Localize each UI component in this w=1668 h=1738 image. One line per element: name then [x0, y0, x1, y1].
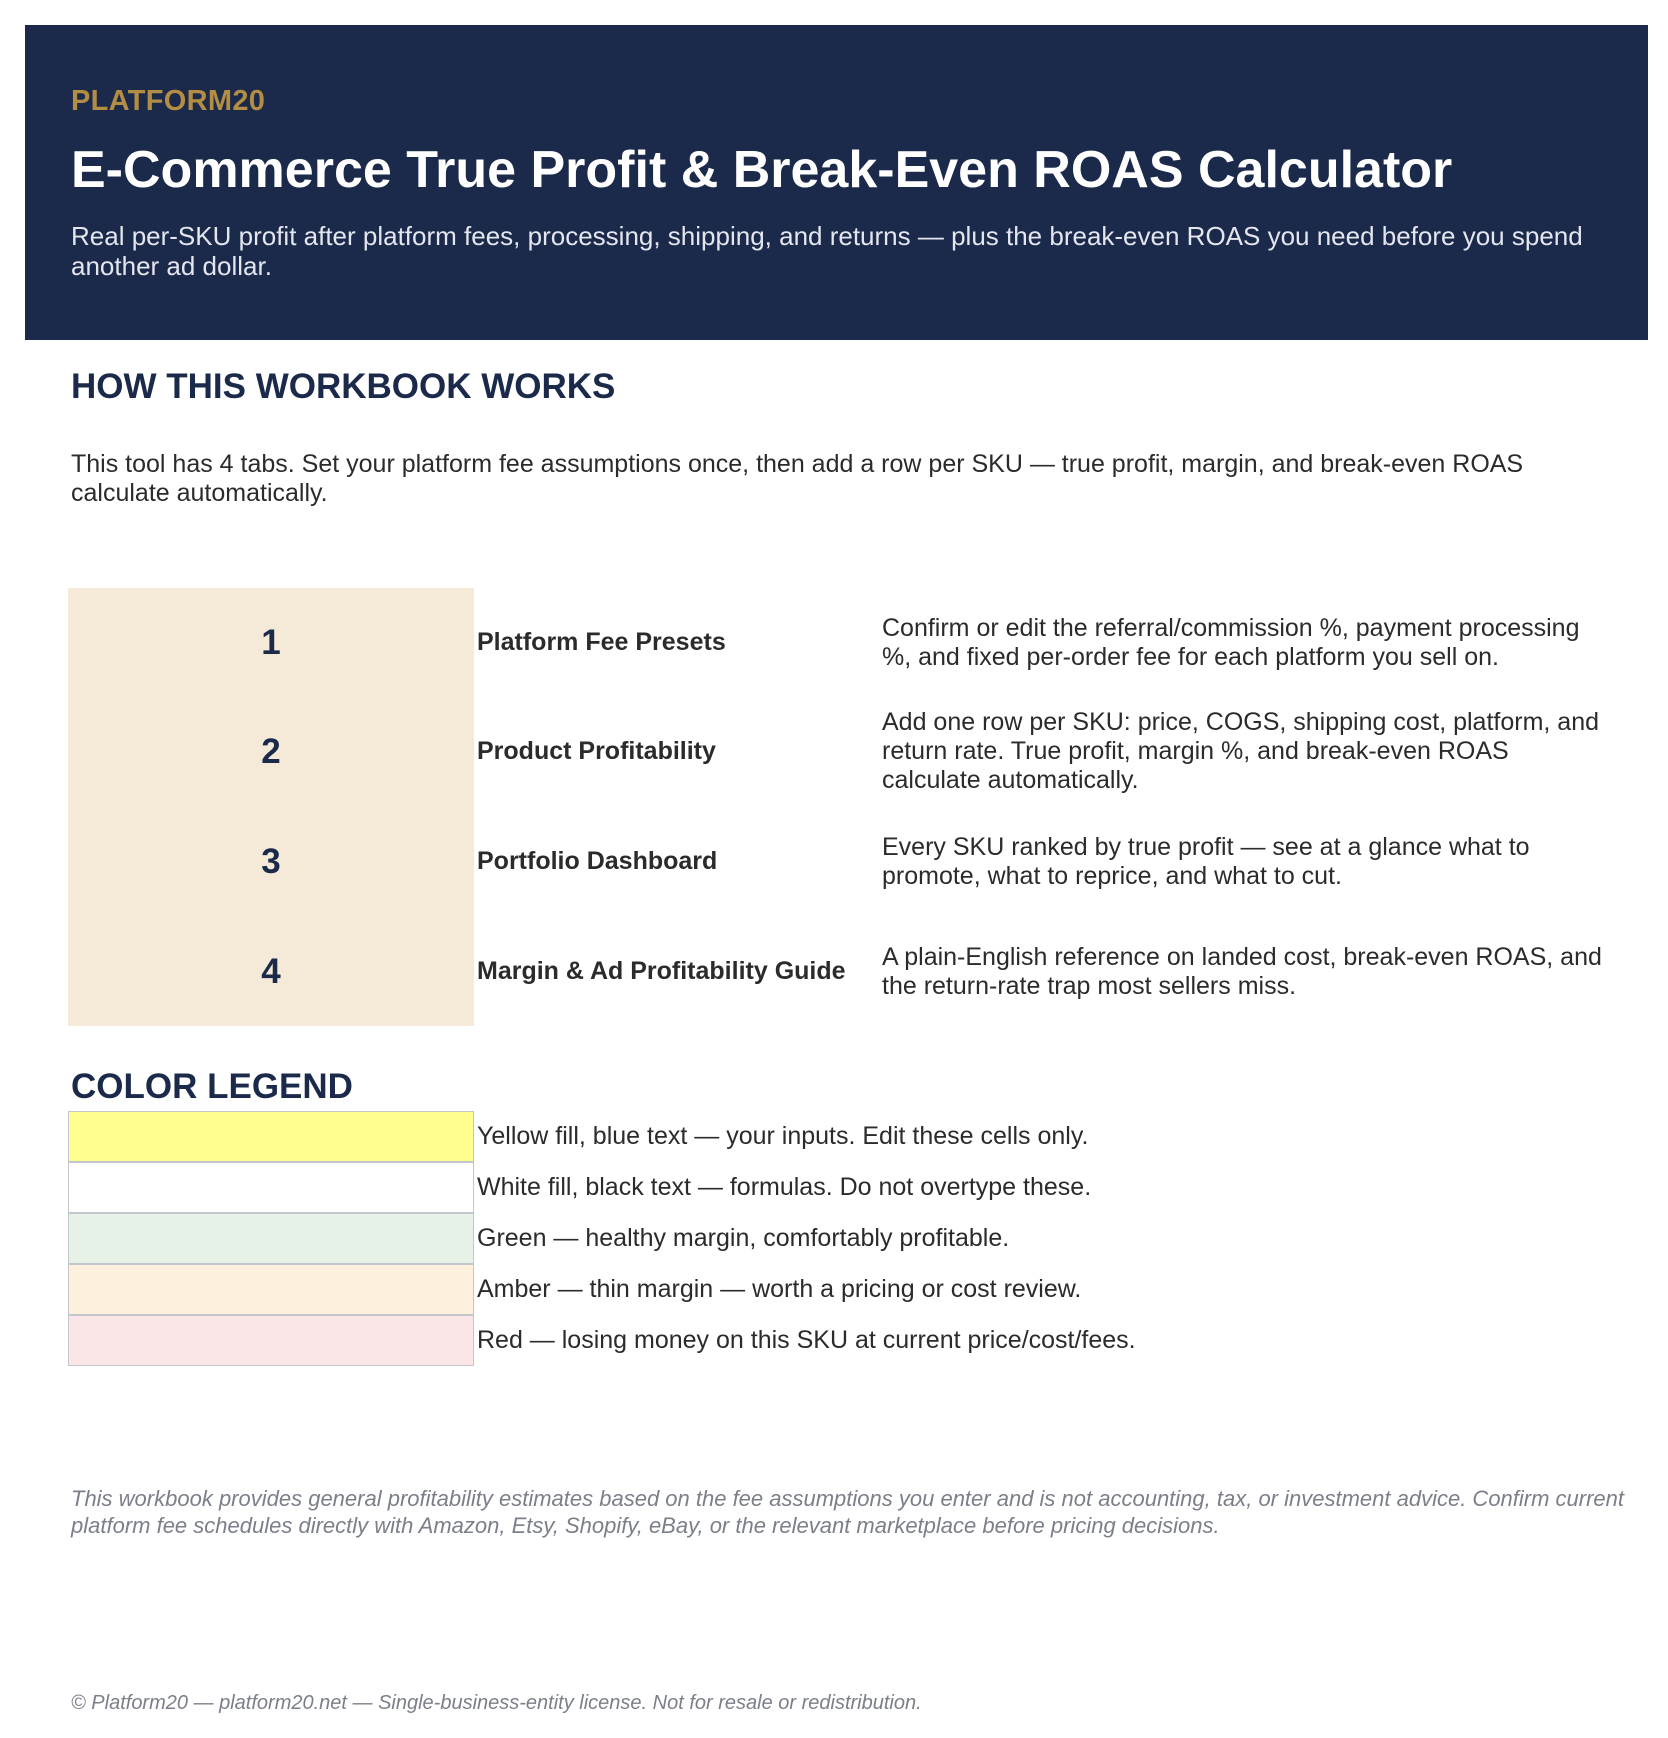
tab-row	[68, 917, 1608, 1026]
legend-swatch-red	[68, 1315, 474, 1366]
tab-description: A plain-English reference on landed cost, break-even ROAS, and the return-rate trap most sellers miss.	[882, 942, 1602, 1000]
tab-number: 2	[261, 731, 281, 771]
how-it-works-heading: HOW THIS WORKBOOK WORKS	[71, 367, 616, 406]
legend-item	[68, 1111, 1368, 1162]
disclaimer: This workbook provides general profitability estimates based on the fee assumptions you enter and is not accounting, tax, or investment advice. Confirm current platform fee schedules directly with Amazon, Etsy, Shopify, eBay, or the relevant marketplace before pricing decisions.	[71, 1486, 1625, 1538]
footer-license: © Platform20 — platform20.net — Single-business-entity license. Not for resale or redistribution.	[71, 1692, 922, 1714]
legend-label: White fill, black text — formulas. Do not overtype these.	[477, 1173, 1092, 1201]
page-title: E-Commerce True Profit & Break-Even ROAS Calculator	[71, 141, 1453, 199]
legend-swatch-amber	[68, 1264, 474, 1315]
brand-name: PLATFORM20	[71, 85, 266, 117]
tab-row	[68, 807, 1608, 916]
legend-item	[68, 1264, 1368, 1315]
tab-description: Add one row per SKU: price, COGS, shipping cost, platform, and return rate. True profit, margin %, and break-even ROAS calculate automatically.	[882, 708, 1600, 794]
legend-swatch-white	[68, 1162, 474, 1213]
legend-label: Green — healthy margin, comfortably profitable.	[477, 1224, 1010, 1252]
tab-name: Product Profitability	[477, 737, 716, 765]
legend-label: Amber — thin margin — worth a pricing or cost review.	[477, 1275, 1082, 1303]
header-banner	[25, 25, 1648, 340]
tab-description: Confirm or edit the referral/commission %, payment processing %, and fixed per-order fee for each platform you sell on.	[882, 613, 1580, 671]
legend-swatch-yellow	[68, 1111, 474, 1162]
legend-item	[68, 1315, 1368, 1366]
legend-label: Yellow fill, blue text — your inputs. Edit these cells only.	[477, 1122, 1089, 1150]
how-it-works-intro: This tool has 4 tabs. Set your platform fee assumptions once, then add a row per SKU — true profit, margin, and break-even ROAS calculate automatically.	[71, 450, 1524, 507]
legend-item	[68, 1213, 1368, 1264]
tab-name: Portfolio Dashboard	[477, 847, 718, 875]
tab-row	[68, 697, 1608, 806]
tab-name: Platform Fee Presets	[477, 628, 726, 656]
legend-item	[68, 1162, 1368, 1213]
tab-name: Margin & Ad Profitability Guide	[477, 957, 846, 985]
tab-number: 1	[261, 622, 281, 662]
tab-number: 4	[261, 951, 281, 991]
page-subtitle: Real per-SKU profit after platform fees, processing, shipping, and returns — plus the break-even ROAS you need before you spend another ad dollar.	[71, 221, 1583, 281]
legend-label: Red — losing money on this SKU at current price/cost/fees.	[477, 1326, 1136, 1354]
tab-number: 3	[261, 841, 281, 881]
tab-row	[68, 588, 1608, 697]
tab-description: Every SKU ranked by true profit — see at a glance what to promote, what to reprice, and what to cut.	[882, 832, 1530, 890]
color-legend-heading: COLOR LEGEND	[71, 1067, 353, 1106]
legend-swatch-green	[68, 1213, 474, 1264]
